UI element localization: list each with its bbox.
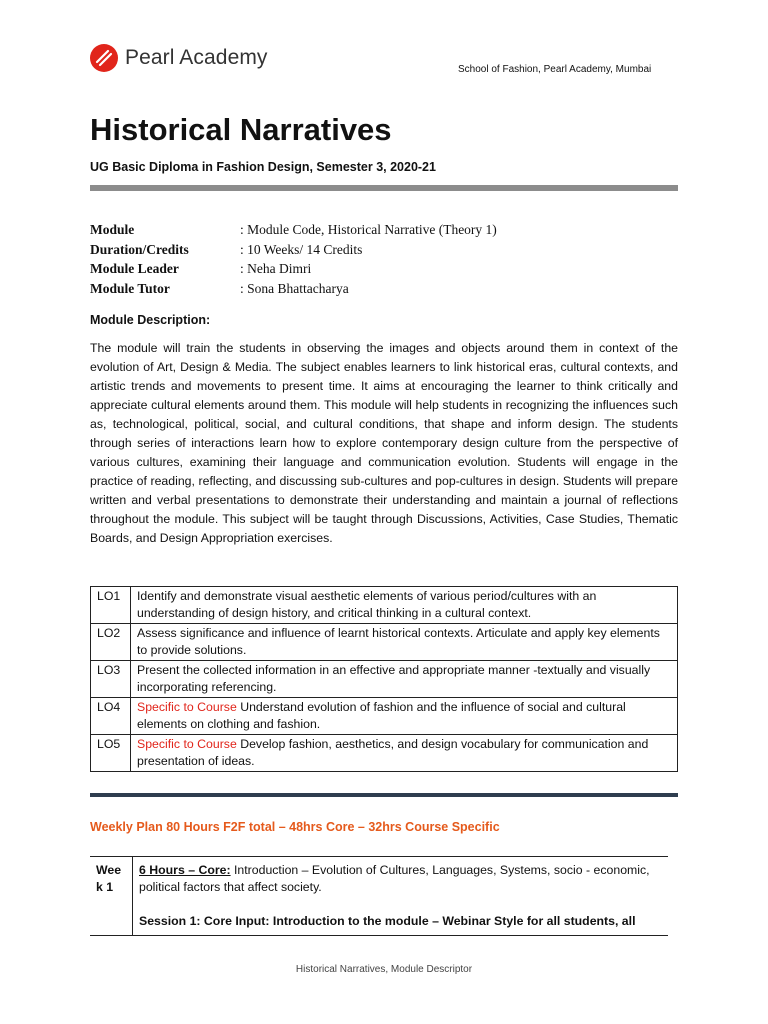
hours-label: 6 Hours – Core: (139, 863, 231, 877)
page-subtitle: UG Basic Diploma in Fashion Design, Semester 3, 2020-21 (90, 160, 436, 174)
meta-row-duration (90, 240, 497, 260)
spacer (139, 896, 662, 913)
section-divider (90, 793, 678, 797)
hours-text: Introduction – Evolution of Cultures, Languages, Systems, socio - economic, political factors that affect society. (139, 863, 650, 894)
lo-text-cell (131, 661, 678, 698)
table-row (91, 624, 678, 661)
description-heading: Module Description: (90, 313, 211, 327)
lo-text: Understand evolution of fashion and the influence of social and cultural elements on clothing and fashion. (137, 700, 626, 731)
pearl-academy-logo (90, 44, 268, 72)
lo-text: Develop fashion, aesthetics, and design vocabulary for communication and presentation of ideas. (137, 737, 649, 768)
table-row (91, 735, 678, 772)
lo-code: LO2 (91, 624, 131, 661)
meta-value: : Module Code, Historical Narrative (Theory 1) (240, 222, 497, 237)
lo-code: LO1 (91, 587, 131, 624)
lo-course-tag: Specific to Course (137, 737, 237, 751)
lo-course-tag: Specific to Course (137, 700, 237, 714)
page-title: Historical Narratives (90, 112, 392, 147)
lo-text-cell (131, 587, 678, 624)
table-row (91, 698, 678, 735)
weekly-plan-heading: Weekly Plan 80 Hours F2F total – 48hrs Core – 32hrs Course Specific (90, 820, 500, 834)
lo-text-cell (131, 698, 678, 735)
weekly-plan-table (90, 856, 668, 936)
table-row (90, 857, 668, 936)
school-name: School of Fashion, Pearl Academy, Mumbai (458, 64, 652, 75)
week-label: Wee k 1 (90, 857, 133, 936)
lo-code: LO5 (91, 735, 131, 772)
meta-row-module (90, 220, 497, 240)
lo-text: Present the collected information in an effective and appropriate manner -textually and visually incorporating referencing. (137, 663, 651, 694)
meta-value: : Sona Bhattacharya (240, 280, 349, 296)
description-text: The module will train the students in observing the images and objects around them in context of the evolution of Art, Design & Media. The subject enables learners to link historical eras, cultural contexts, and artistic trends and movements to present time. It aims at encouraging the learner to think critically and appreciate cultural elements around them. This module will help students in recognizing the influences such as, technological, political, social, and cultural conditions, that shape and inform design. The students through series of interactions learn how to explore contemporary design culture from the perspective of various cultures, examining their language and communication evolution. Students will engage in the practice of reading, reflecting, and discussing sub-cultures and pop-cultures in design. Students will prepare written and verbal presentations to demonstrate their understanding and maintain a journal of reflections throughout the module. This subject will be taught through Discussions, Activities, Case Studies, Thematic Boards, and Design Appropriation exercises. (90, 341, 678, 545)
table-row (91, 661, 678, 698)
meta-key: Module Tutor (90, 280, 170, 296)
page-header (90, 44, 680, 80)
page-footer: Historical Narratives, Module Descriptor (295, 964, 473, 975)
lo-text-cell (131, 735, 678, 772)
lo-code: LO3 (91, 661, 131, 698)
meta-value: : 10 Weeks/ 14 Credits (240, 241, 363, 257)
week-hours (139, 862, 662, 896)
meta-key: Duration/Credits (90, 241, 189, 257)
meta-key: Module Leader (90, 261, 179, 276)
table-row (91, 587, 678, 624)
logo-text: Pearl Academy (125, 46, 268, 69)
session-text: Session 1: Core Input: Introduction to the module – Webinar Style for all students, all (139, 914, 636, 928)
lo-text: Identify and demonstrate visual aesthetic elements of various period/cultures with an understanding of design history, and critical thinking in a cultural context. (137, 589, 597, 620)
module-meta (90, 220, 497, 298)
lo-text-cell (131, 624, 678, 661)
learning-outcomes-table (90, 586, 678, 772)
lo-text: Assess significance and influence of learnt historical contexts. Articulate and apply key elements to provide solutions. (137, 626, 660, 657)
pearl-logo-icon (90, 44, 118, 72)
lo-code: LO4 (91, 698, 131, 735)
meta-value: : Neha Dimri (240, 261, 312, 276)
meta-key: Module (90, 222, 135, 237)
week-content (133, 857, 669, 936)
meta-row-tutor (90, 279, 497, 299)
header-divider (90, 185, 678, 191)
meta-row-leader (90, 259, 497, 279)
